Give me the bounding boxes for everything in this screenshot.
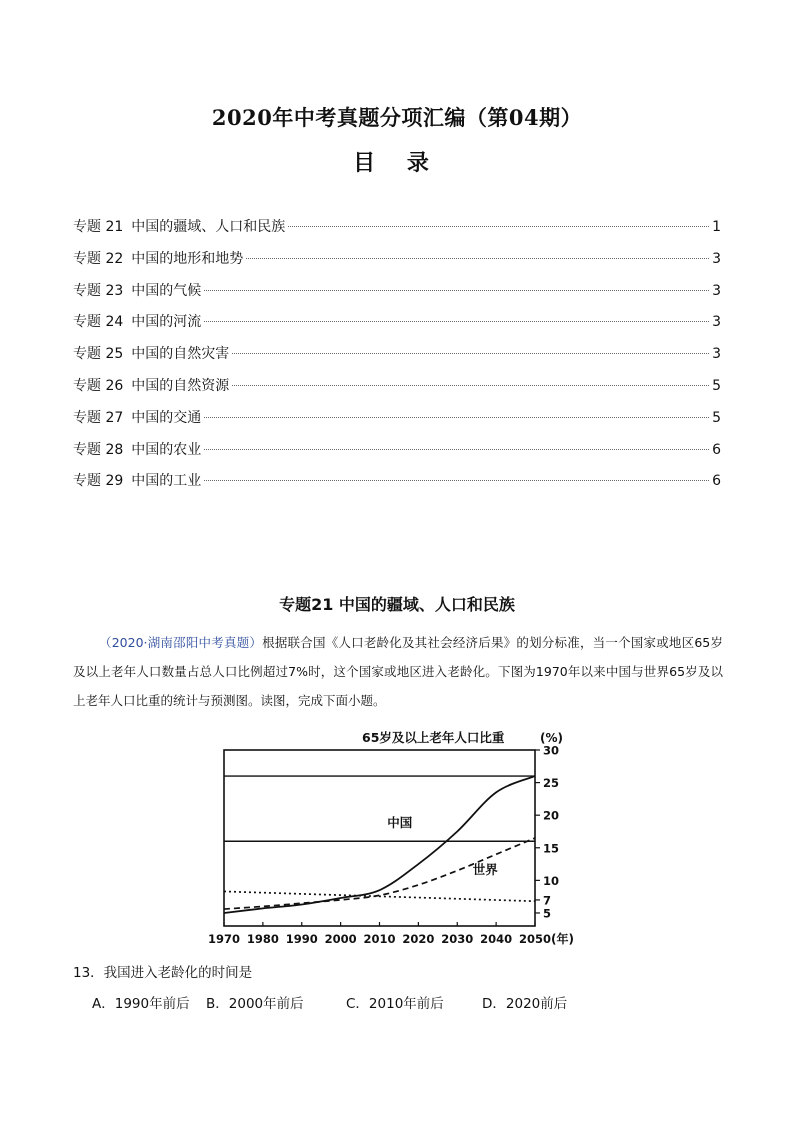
toc-entry-number: 专题 23 [73,282,124,299]
toc-entry[interactable] [73,248,721,280]
question-stem: 13．我国进入老龄化的时间是 [73,965,253,981]
x-tick-label: 1990 [285,932,318,946]
toc-entry-number: 专题 26 [73,377,124,394]
y-tick-label: 20 [543,808,560,823]
toc-entry[interactable] [73,311,721,343]
toc-entry-label [73,216,285,236]
toc-leader-dots [204,449,709,450]
toc-entry-label [73,280,201,300]
toc-leader-dots [204,321,709,322]
section-title: 专题21 中国的疆域、人口和民族 [279,595,515,614]
x-tick-label: 2020 [402,932,435,946]
toc-entry-page: 3 [712,250,721,267]
toc-entry[interactable] [73,280,721,312]
toc-entry-page: 5 [712,377,721,394]
answer-options [92,992,567,1012]
table-of-contents [73,216,721,502]
threshold-dotted-line [224,891,535,901]
toc-entry-number: 专题 22 [73,250,124,267]
toc-entry-page: 5 [712,409,721,426]
x-tick-label: 2010 [363,932,396,946]
toc-entry[interactable] [73,407,721,439]
x-unit-label: (年) [551,932,574,946]
toc-entry-number: 专题 29 [73,473,124,490]
y-tick-label: 30 [543,743,560,758]
toc-leader-dots [232,385,709,386]
toc-entry-number: 专题 28 [73,441,124,458]
toc-leader-dots [246,258,709,259]
y-tick-label: 10 [543,873,560,888]
toc-entry-page: 3 [712,346,721,363]
toc-leader-dots [204,417,709,418]
toc-entry-name: 中国的自然资源 [131,377,230,394]
x-tick-label: 1980 [246,932,279,946]
y-unit-label: (%) [540,731,563,745]
option-a[interactable]: A．1990年前后 [92,996,190,1012]
toc-entry-name: 中国的疆域、人口和民族 [131,219,286,235]
y-tick-label: 25 [543,776,560,791]
toc-entry[interactable] [73,375,721,407]
toc-entry-number: 专题 24 [73,314,124,331]
toc-entry[interactable] [73,439,721,471]
y-tick-label: 15 [543,841,560,856]
toc-entry[interactable] [73,470,721,502]
china-series-label: 中国 [387,814,413,830]
chart-title: 65岁及以上老年人口比重 [362,730,505,745]
document-title: 2020年中考真题分项汇编（第04期） [211,105,583,130]
toc-entry-page: 3 [712,314,721,331]
toc-entry-name: 中国的气候 [131,282,202,299]
toc-entry-number: 专题 27 [73,409,124,426]
option-c[interactable]: C．2010年前后 [346,996,444,1012]
toc-entry[interactable] [73,343,721,375]
question-intro [73,628,723,715]
toc-entry-name: 中国的自然灾害 [131,346,230,363]
y-tick-label: 5 [543,906,552,921]
toc-leader-dots [204,480,709,481]
toc-entry-name: 中国的工业 [131,473,202,490]
toc-leader-dots [232,353,709,354]
toc-entry-label [73,248,243,268]
toc-entry-page: 1 [712,219,721,235]
toc-entry[interactable] [73,216,721,248]
toc-entry-name: 中国的农业 [131,441,202,458]
toc-entry-page: 6 [712,441,721,458]
toc-entry-name: 中国的交通 [131,409,202,426]
toc-heading: 目 录 [353,150,441,176]
toc-entry-label [73,311,201,331]
x-tick-label: 2040 [480,932,513,946]
chart-svg [200,722,600,952]
y-tick-label: 7 [543,893,552,908]
toc-entry-label [73,343,229,363]
toc-leader-dots [288,226,709,227]
x-tick-label: 1970 [207,932,241,946]
toc-leader-dots [204,290,709,291]
world-series-label: 世界 [472,861,498,877]
toc-entry-page: 3 [712,282,721,299]
toc-entry-label [73,439,201,459]
toc-entry-label [73,470,201,490]
toc-entry-number: 专题 25 [73,346,124,363]
toc-entry-page: 6 [712,473,721,490]
toc-entry-label [73,375,229,395]
option-b[interactable]: B．2000年前后 [206,996,304,1012]
toc-entry-name: 中国的地形和地势 [131,250,244,267]
toc-entry-number: 专题 21 [73,219,124,235]
toc-entry-label [73,407,201,427]
intro-text: 根据联合国《人口老龄化及其社会经济后果》的划分标准，当一个国家或地区65岁及以上老年人口数量占总人口比例超过7%时，这个国家或地区进入老龄化。下图为1970年以来中国与世界65岁及以上老年人口比重的统计与预测图。读图，完成下面小题。 [73,635,723,708]
x-tick-label: 2000 [324,932,357,946]
toc-entry-name: 中国的河流 [131,314,202,331]
x-tick-label: 2050 [518,932,552,946]
aging-population-chart [200,722,600,952]
x-tick-label: 2030 [441,932,474,946]
source-tag[interactable]: （2020·湖南邵阳中考真题） [99,635,263,650]
option-d[interactable]: D．2020前后 [482,996,568,1012]
